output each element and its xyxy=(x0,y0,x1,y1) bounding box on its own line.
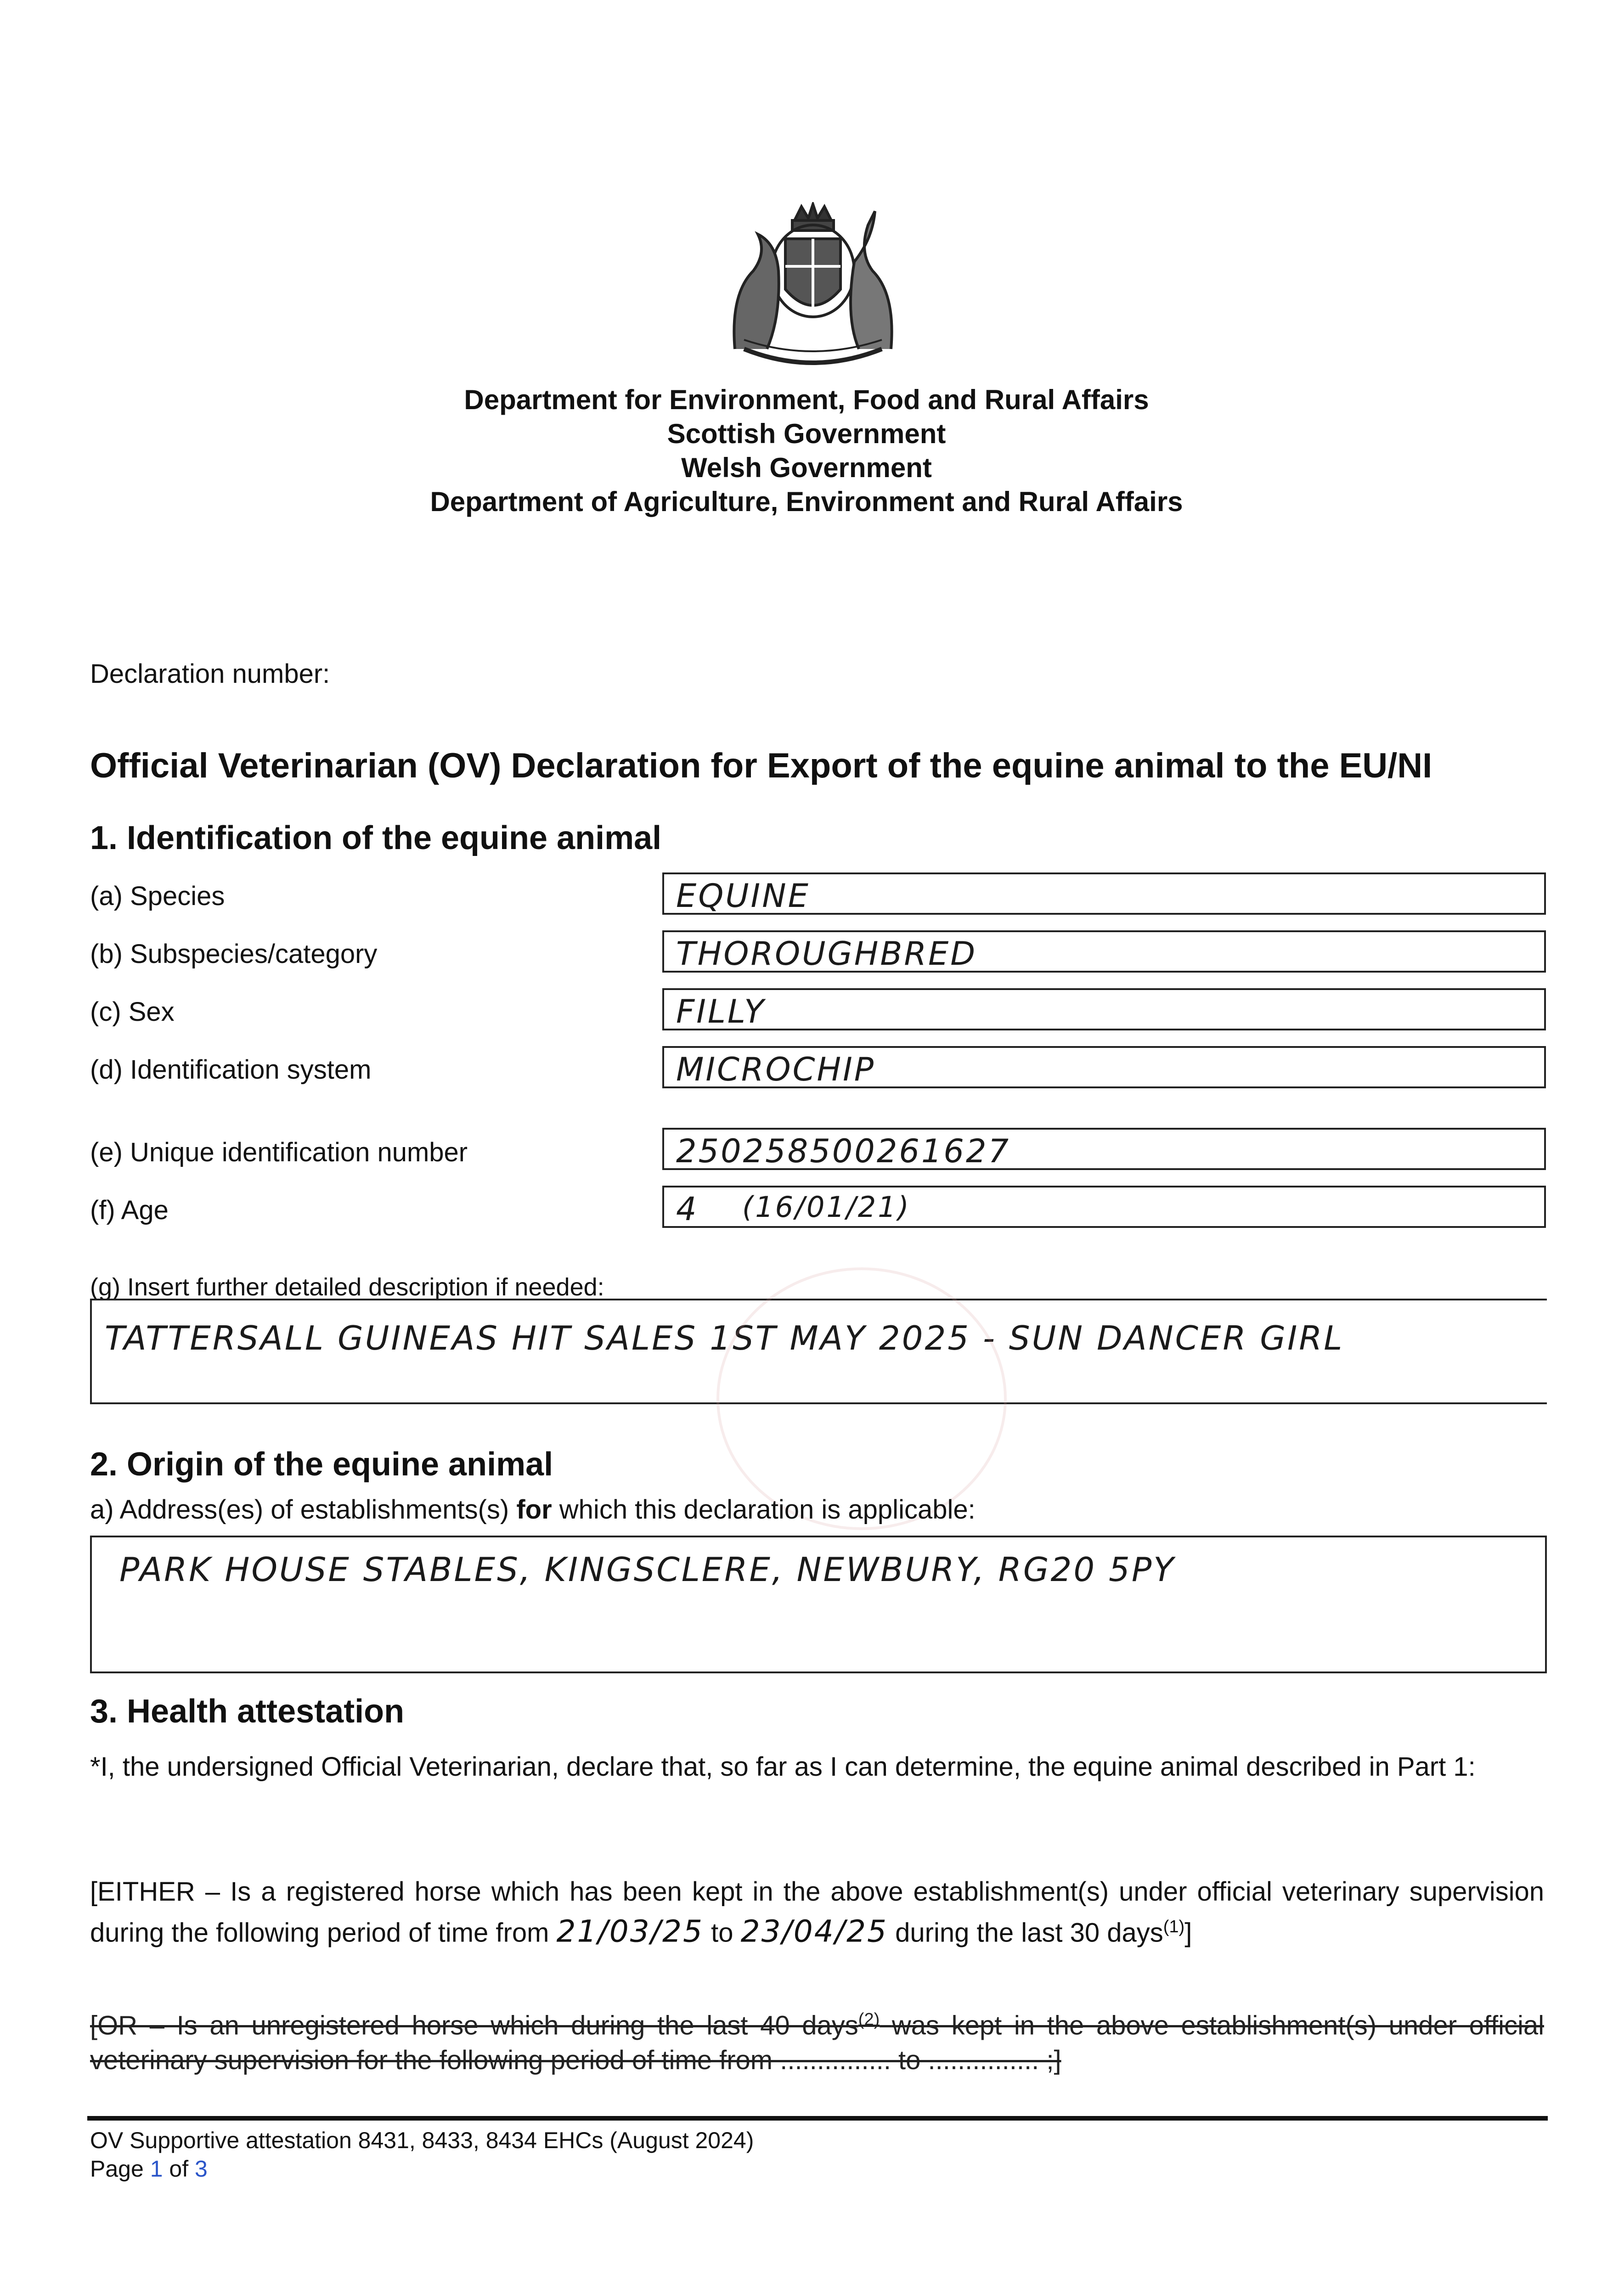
description-label: (g) Insert further detailed description if needed: xyxy=(90,1273,604,1301)
section-1-heading: 1. Identification of the equine animal xyxy=(90,820,662,856)
address-value: PARK HOUSE STABLES, KINGSCLERE, NEWBURY, RG20 5PY xyxy=(119,1550,1176,1589)
field-box-uid[interactable] xyxy=(662,1128,1546,1170)
field-box-sex[interactable] xyxy=(662,988,1546,1030)
field-box-species[interactable] xyxy=(662,872,1546,915)
field-box-age[interactable] xyxy=(662,1186,1546,1228)
department-line: Department for Environment, Food and Rural Affairs xyxy=(464,384,1149,415)
footer-line1: OV Supportive attestation 8431, 8433, 8434 EHCs (August 2024) xyxy=(90,2127,754,2153)
department-line: Department of Agriculture, Environment and Rural Affairs xyxy=(430,486,1183,517)
section-3-heading: 3. Health attestation xyxy=(90,1693,405,1730)
department-line: Welsh Government xyxy=(681,452,932,483)
field-label-uid: (e) Unique identification number xyxy=(90,1137,468,1167)
field-value-id-system: MICROCHIP xyxy=(676,1051,876,1088)
description-value: TATTERSALL GUINEAS HIT SALES 1ST MAY 2025 - SUN DANCER GIRL xyxy=(105,1319,1344,1357)
royal-coat-of-arms-icon xyxy=(716,202,909,377)
field-box-subspecies[interactable] xyxy=(662,930,1546,973)
field-value-dob: (16/01/21) xyxy=(742,1190,911,1224)
section-2-heading: 2. Origin of the equine animal xyxy=(90,1446,553,1483)
address-box[interactable] xyxy=(90,1536,1547,1673)
faint-stamp xyxy=(716,1267,1007,1530)
field-label-id-system: (d) Identification system xyxy=(90,1055,372,1085)
document-title: Official Veterinarian (OV) Declaration for Export of the equine animal to the EU/NI xyxy=(90,746,1433,785)
field-label-species: (a) Species xyxy=(90,881,225,911)
footer-page: Page 1 of 3 xyxy=(90,2156,208,2182)
attestation-intro: *I, the undersigned Official Veterinarian, declare that, so far as I can determine, the equine animal described in Part 1: xyxy=(90,1752,1476,1782)
field-value-species: EQUINE xyxy=(676,877,810,915)
or-clause-struck: [OR – Is an unregistered horse which during the last 40 days$^{(2)}$ was kept in the above establishment(s) under official veterinary supervision for the following period of time from ............... to ............... ;] xyxy=(90,2010,1544,2076)
declaration-number-label: Declaration number: xyxy=(90,659,330,689)
department-line: Scottish Government xyxy=(667,418,946,449)
either-clause: [EITHER – Is a registered horse which has been kept in the above establishment(s) under official veterinary supervision during the following period of time from 21/03/25 to 23/04/25 during the last 30 days$^{(1)}$] xyxy=(90,1877,1544,1949)
page-number: 1 xyxy=(150,2156,163,2182)
footer-rule xyxy=(87,2116,1548,2121)
field-value-age: 4 xyxy=(676,1190,699,1228)
either-to-date: 23/04/25 xyxy=(740,1913,888,1949)
field-label-subspecies: (b) Subspecies/category xyxy=(90,939,378,969)
page-total: 3 xyxy=(195,2156,208,2182)
either-from-date: 21/03/25 xyxy=(556,1913,704,1949)
field-label-age: (f) Age xyxy=(90,1195,169,1225)
field-value-sex: FILLY xyxy=(676,993,766,1030)
field-label-sex: (c) Sex xyxy=(90,997,175,1027)
field-value-subspecies: THOROUGHBRED xyxy=(676,935,977,973)
field-value-uid: 250258500261627 xyxy=(676,1132,1011,1170)
field-box-id-system[interactable] xyxy=(662,1046,1546,1088)
address-label: a) Address(es) of establishments(s) for which this declaration is applicable: xyxy=(90,1495,976,1525)
